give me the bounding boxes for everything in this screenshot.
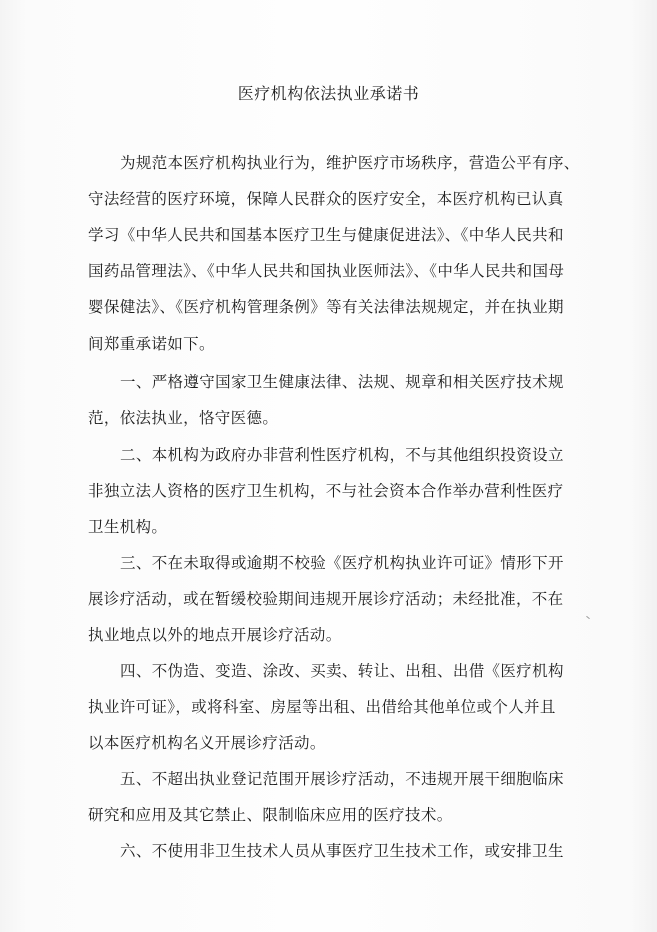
text-line: 二、本机构为政府办非营利性医疗机构，不与其他组织投资设立 — [120, 446, 564, 464]
text-line: 国药品管理法》、《中华人民共和国执业医师法》、《中华人民共和国母 — [88, 262, 565, 280]
text-line: 执业许可证》，或将科室、房屋等出租、出借给其他单位或个人并且 — [88, 698, 556, 716]
text-line: 五、不超出执业登记范围开展诊疗活动，不违规开展干细胞临床 — [120, 770, 564, 788]
text-line: 守法经营的医疗环境，保障人民群众的医疗安全，本医疗机构已认真 — [88, 190, 564, 208]
text-line: 学习《中华人民共和国基本医疗卫生与健康促进法》、《中华人民共和 — [88, 226, 564, 244]
document-title: 医疗机构依法执业承诺书 — [237, 84, 420, 103]
text-line: 卫生机构。 — [88, 518, 168, 536]
text-line: 范，依法执业，恪守医德。 — [88, 409, 279, 427]
text-line: 间郑重承诺如下。 — [88, 335, 215, 353]
text-line: 六、不使用非卫生技术人员从事医疗卫生技术工作，或安排卫生 — [120, 842, 564, 860]
text-line: 非独立法人资格的医疗卫生机构，不与社会资本合作举办营利性医疗 — [88, 482, 564, 500]
text-line: 四、不伪造、变造、涂改、买卖、转让、出租、出借《医疗机构 — [120, 662, 564, 680]
text-line: 研究和应用及其它禁止、限制临床应用的医疗技术。 — [88, 806, 453, 824]
text-line: 三、不在未取得或逾期不校验《医疗机构执业许可证》情形下开 — [120, 554, 564, 572]
text-line: 婴保健法》、《医疗机构管理条例》等有关法律法规规定，并在执业期 — [88, 298, 564, 316]
text-line: 以本医疗机构名义开展诊疗活动。 — [88, 734, 326, 752]
text-line: 为规范本医疗机构执业行为，维护医疗市场秩序，营造公平有序、 — [120, 154, 580, 172]
text-line: 一、严格遵守国家卫生健康法律、法规、规章和相关医疗技术规 — [120, 373, 564, 391]
text-line: 执业地点以外的地点开展诊疗活动。 — [88, 626, 342, 644]
paper-speck — [586, 616, 590, 619]
text-line: 展诊疗活动，或在暂缓校验期间违规开展诊疗活动；未经批准，不在 — [88, 590, 564, 608]
